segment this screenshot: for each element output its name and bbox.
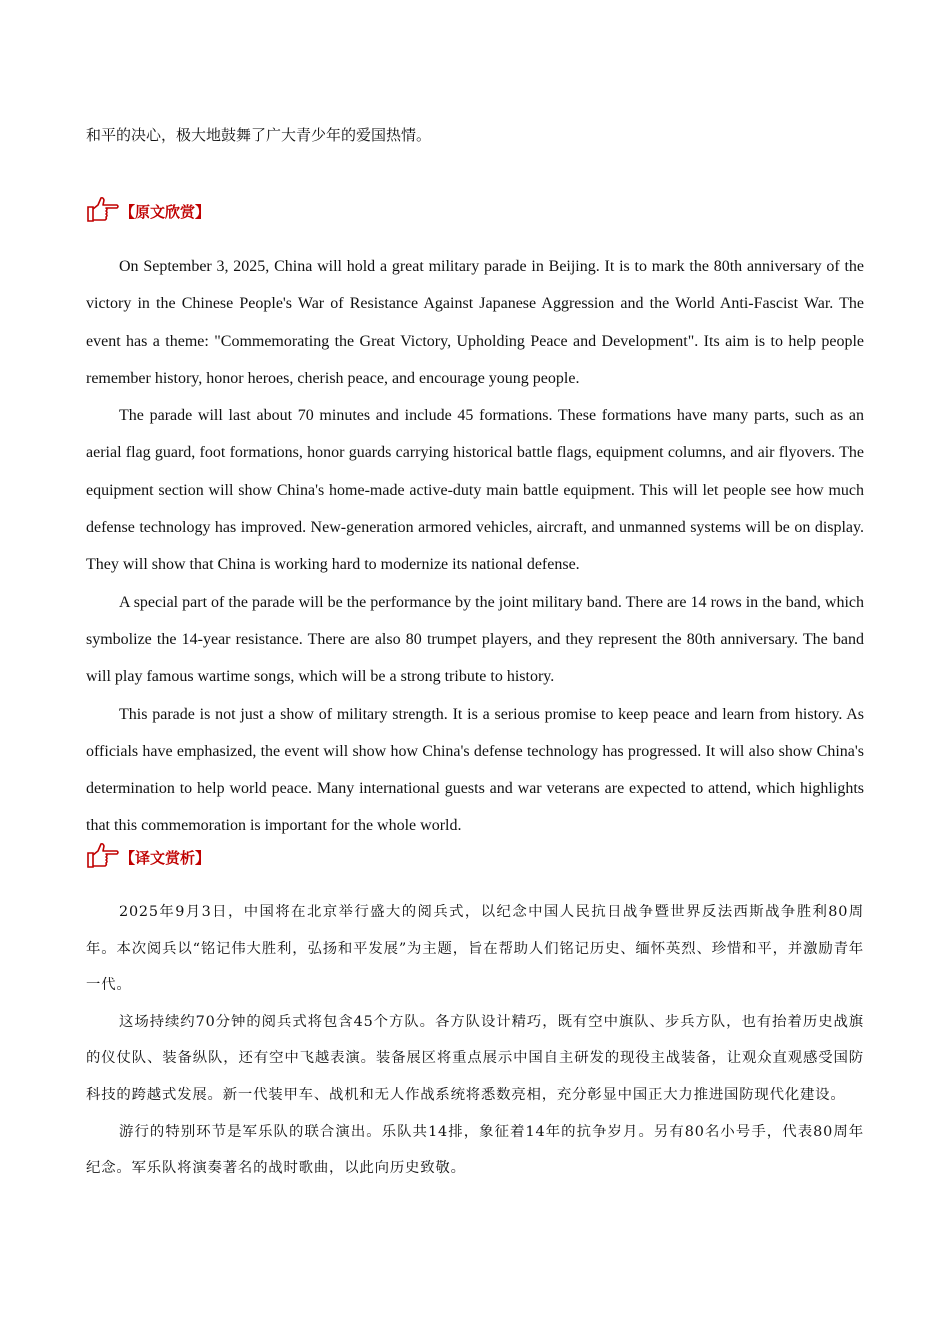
translation-paragraph: 游行的特别环节是军乐队的联合演出。乐队共14排，象征着14年的抗争岁月。另有80名小号手，代表80周年纪念。军乐队将演奏著名的战时歌曲，以此向历史致敬。 [86, 1123, 864, 1177]
section-heading-original [86, 196, 386, 232]
intro-continuation: 和平的决心，极大地鼓舞了广大青少年的爱国热情。 [86, 126, 432, 144]
section-heading-translation [86, 842, 386, 878]
section-label-translation: 【译文赏析】 [120, 849, 211, 867]
original-paragraph: On September 3, 2025, China will hold a great military parade in Beijing. It is to mark the 80th anniversary of the victory in the Chinese People's War of Resistance Against Japanese Aggression and the World Anti-Fascist War. The event has a theme: "Commemorating the Great Victory, Upholding Peace and Development". Its aim is to help people remember history, honor heroes, cherish peace, and encourage young people. [86, 258, 864, 387]
original-text [86, 248, 864, 845]
translation-paragraph: 这场持续约70分钟的阅兵式将包含45个方队。各方队设计精巧，既有空中旗队、步兵方队，也有抬着历史战旗的仪仗队、装备纵队，还有空中飞越表演。装备展区将重点展示中国自主研发的现役主战装备，让观众直观感受国防科技的跨越式发展。新一代装甲车、战机和无人作战系统将悉数亮相，充分彰显中国正大力推进国防现代化建设。 [86, 1013, 864, 1103]
section-label-original: 【原文欣赏】 [120, 203, 211, 221]
original-paragraph: This parade is not just a show of military strength. It is a serious promise to keep peace and learn from history. As officials have emphasized, the event will show how China's defense technology has progressed. It will also show China's determination to help world peace. Many international guests and war veterans are expected to attend, which highlights that this commemoration is important for the whole world. [86, 705, 864, 835]
translation-paragraph: 2025年9月3日，中国将在北京举行盛大的阅兵式，以纪念中国人民抗日战争暨世界反法西斯战争胜利80周年。本次阅兵以“铭记伟大胜利，弘扬和平发展”为主题，旨在帮助人们铭记历史、缅怀英烈、珍惜和平，并激励青年一代。 [86, 904, 864, 994]
original-paragraph: The parade will last about 70 minutes and include 45 formations. These formations have many parts, such as an aerial flag guard, foot formations, honor guards carrying historical battle flags, equipment columns, and air flyovers. The equipment section will show China's home-made active-duty main battle equipment. This will let people see how much defense technology has improved. New-generation armored vehicles, aircraft, and unmanned systems will be on display. They will show that China is working hard to modernize its national defense. [86, 407, 864, 574]
pointing-hand-icon [86, 842, 120, 870]
original-paragraph: A special part of the parade will be the performance by the joint military band. There are 14 rows in the band, which symbolize the 14-year resistance. There are also 80 trumpet players, and they represent the 80th anniversary. The band will play famous wartime songs, which will be a strong tribute to history. [86, 593, 864, 686]
translation-text [86, 894, 864, 1187]
pointing-hand-icon [86, 196, 120, 224]
